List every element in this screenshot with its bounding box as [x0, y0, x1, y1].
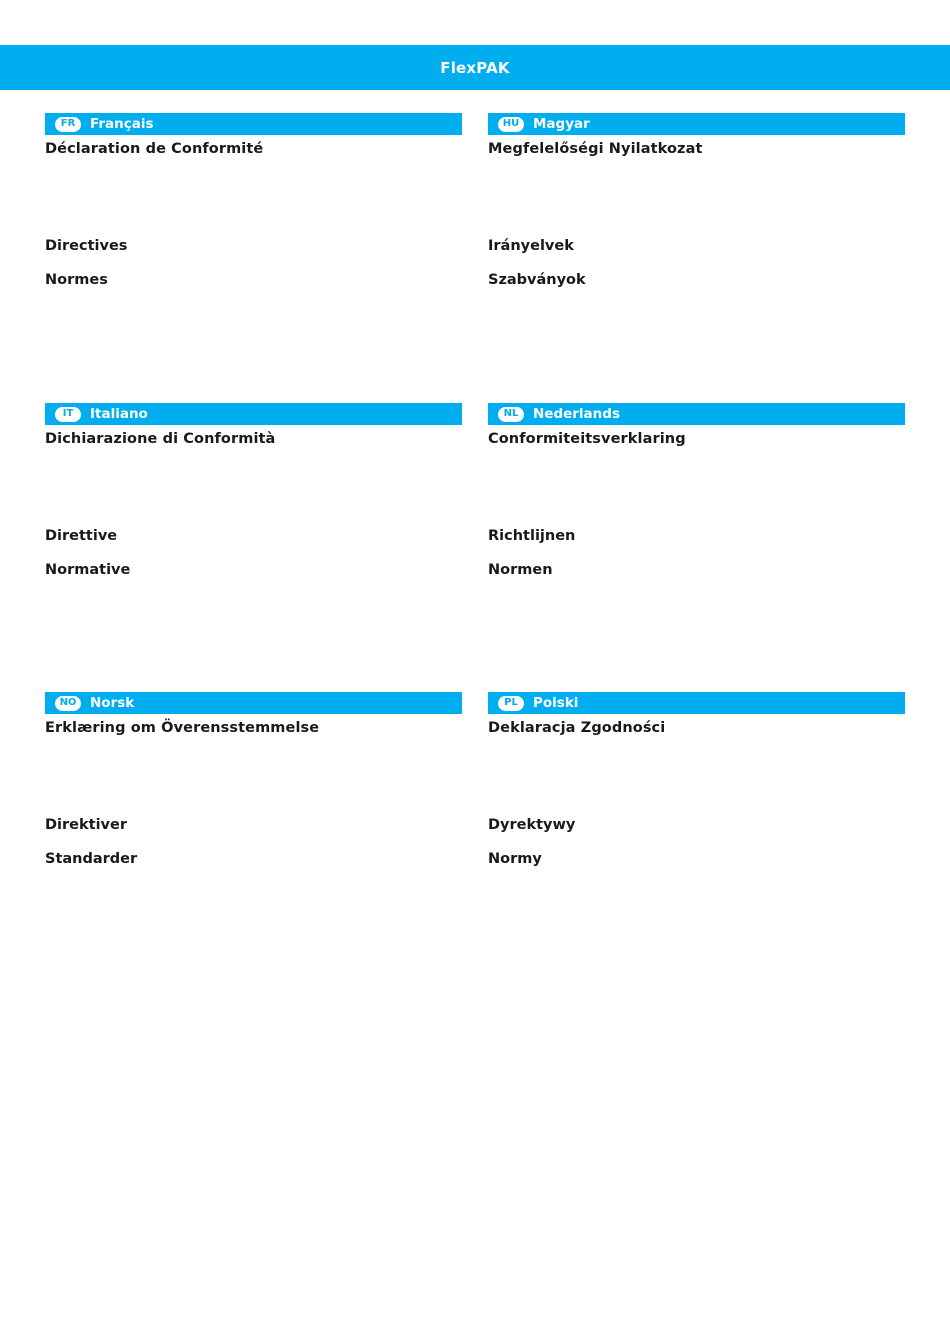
language-name: Magyar — [533, 116, 590, 132]
language-header-bar — [488, 403, 905, 425]
document-title: FlexPAK — [440, 58, 510, 77]
directives-label: Directives — [45, 238, 128, 254]
section-norwegian — [45, 692, 462, 952]
standards-label: Normative — [45, 562, 131, 578]
section-dutch — [488, 403, 905, 663]
language-name: Français — [90, 116, 154, 132]
declaration-title: Megfelelőségi Nyilatkozat — [488, 141, 703, 157]
directives-label: Direttive — [45, 528, 118, 544]
directives-label: Irányelvek — [488, 238, 574, 254]
language-code-badge: IT — [55, 407, 81, 422]
section-polish — [488, 692, 905, 952]
language-header-bar — [45, 403, 462, 425]
directives-label: Direktiver — [45, 817, 127, 833]
declaration-title: Erklæring om Överensstemmelse — [45, 720, 320, 736]
section-hungarian — [488, 113, 905, 373]
language-header-bar — [488, 113, 905, 135]
standards-label: Normen — [488, 562, 553, 578]
directives-label: Richtlijnen — [488, 528, 576, 544]
language-code-badge: FR — [55, 117, 81, 132]
section-french — [45, 113, 462, 373]
language-code-badge: PL — [498, 696, 524, 711]
section-italian — [45, 403, 462, 663]
header-banner — [0, 45, 950, 90]
language-name: Nederlands — [533, 406, 620, 422]
language-code-badge: NO — [55, 696, 81, 711]
standards-label: Szabványok — [488, 272, 586, 288]
declaration-title: Conformiteitsverklaring — [488, 431, 686, 447]
language-code-badge: NL — [498, 407, 524, 422]
language-code-badge: HU — [498, 117, 524, 132]
standards-label: Normes — [45, 272, 108, 288]
language-name: Norsk — [90, 695, 135, 711]
language-header-bar — [488, 692, 905, 714]
declaration-title: Déclaration de Conformité — [45, 141, 264, 157]
language-header-bar — [45, 692, 462, 714]
standards-label: Standarder — [45, 851, 138, 867]
declaration-title: Deklaracja Zgodności — [488, 720, 666, 736]
directives-label: Dyrektywy — [488, 817, 576, 833]
language-name: Polski — [533, 695, 579, 711]
standards-label: Normy — [488, 851, 542, 867]
language-header-bar — [45, 113, 462, 135]
declaration-title: Dichiarazione di Conformità — [45, 431, 276, 447]
language-name: Italiano — [90, 406, 148, 422]
